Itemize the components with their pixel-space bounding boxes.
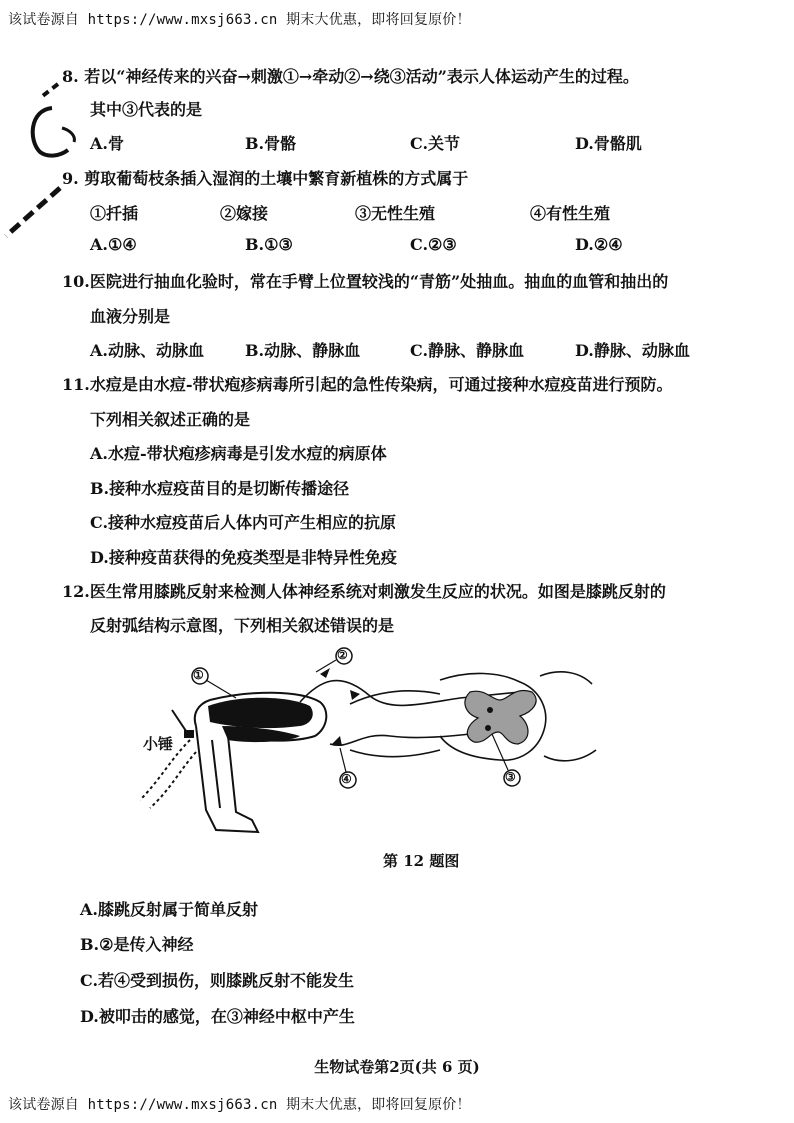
- q8-option-d: D.骨骼肌: [575, 134, 642, 153]
- q10-option-c: C.静脉、静脉血: [410, 341, 525, 360]
- q8-stem-line2: 其中③代表的是: [90, 100, 203, 119]
- q11-option-d: D.接种疫苗获得的免疫类型是非特异性免疫: [90, 548, 397, 567]
- q8-option-c: C.关节: [410, 134, 461, 153]
- q11-stem-line2: 下列相关叙述正确的是: [90, 410, 251, 429]
- q9-option-b: B.①③: [245, 235, 293, 254]
- q10-stem-line2: 血液分别是: [90, 307, 171, 326]
- quadriceps-muscle: [208, 698, 313, 728]
- source-notice-bottom: 该试卷源自 https://www.mxsj663.cn 期末大优惠，即将回复原价！: [8, 1097, 471, 1113]
- q8-option-a: A.骨: [90, 134, 124, 153]
- reflex-arc-figure: [140, 640, 600, 840]
- reflex-hammer: [172, 710, 194, 738]
- figure-caption: 第 12 题图: [383, 852, 460, 870]
- q12-option-c: C.若④受到损伤，则膝跳反射不能发生: [80, 971, 355, 990]
- page-footer: 生物试卷第2页(共 6 页): [314, 1058, 480, 1076]
- q9-option-a: A.①④: [90, 235, 137, 254]
- q9-item-4: ④有性生殖: [530, 204, 611, 223]
- synapse-point-1: [487, 707, 493, 713]
- q12-stem-line1: 12.医生常用膝跳反射来检测人体神经系统对刺激发生反应的状况。如图是膝跳反射的: [62, 582, 666, 601]
- figure-label-3: ③: [505, 770, 516, 784]
- q11-stem-line1: 11.水痘是由水痘-带状疱疹病毒所引起的急性传染病，可通过接种水痘疫苗进行预防。: [62, 375, 673, 394]
- gray-matter: [465, 691, 536, 744]
- q11-option-c: C.接种水痘疫苗后人体内可产生相应的抗原: [90, 513, 397, 532]
- figure-label-4: ④: [341, 772, 352, 786]
- q11-option-b: B.接种水痘疫苗目的是切断传播途径: [90, 479, 350, 498]
- q9-item-1: ①扦插: [90, 204, 139, 223]
- synapse-point-2: [485, 725, 491, 731]
- q10-option-a: A.动脉、动脉血: [90, 341, 204, 360]
- q12-option-a: A.膝跳反射属于简单反射: [80, 900, 258, 919]
- q9-option-d: D.②④: [575, 235, 623, 254]
- q10-option-b: B.动脉、静脉血: [245, 341, 361, 360]
- q9-item-2: ②嫁接: [220, 204, 269, 223]
- q8-stem-line1: 8. 若以“神经传来的兴奋→刺激①→牵动②→绕③活动”表示人体运动产生的过程。: [62, 67, 639, 86]
- source-notice-top: 该试卷源自 https://www.mxsj663.cn 期末大优惠，即将回复原价！: [8, 12, 471, 28]
- q11-option-a: A.水痘-带状疱疹病毒是引发水痘的病原体: [90, 444, 387, 463]
- q12-option-b: B.②是传入神经: [80, 935, 194, 954]
- q9-item-3: ③无性生殖: [355, 204, 436, 223]
- figure-label-1: ①: [193, 668, 204, 682]
- q8-option-b: B.骨骼: [245, 134, 297, 153]
- q12-stem-line2: 反射弧结构示意图，下列相关叙述错误的是: [90, 616, 395, 635]
- q9-option-c: C.②③: [410, 235, 457, 254]
- afferent-arrow-2: [350, 690, 360, 700]
- q9-stem: 9. 剪取葡萄枝条插入湿润的土壤中繁育新植株的方式属于: [62, 169, 469, 188]
- afferent-arrow-1: [320, 668, 330, 678]
- q12-option-d: D.被叩击的感觉，在③神经中枢中产生: [80, 1007, 355, 1026]
- q10-option-d: D.静脉、动脉血: [575, 341, 690, 360]
- q10-stem-line1: 10.医院进行抽血化验时，常在手臂上位置较浅的“青筋”处抽血。抽血的血管和抽出的: [62, 272, 669, 291]
- figure-label-2: ②: [337, 648, 348, 662]
- hammer-label: 小锤: [143, 735, 174, 753]
